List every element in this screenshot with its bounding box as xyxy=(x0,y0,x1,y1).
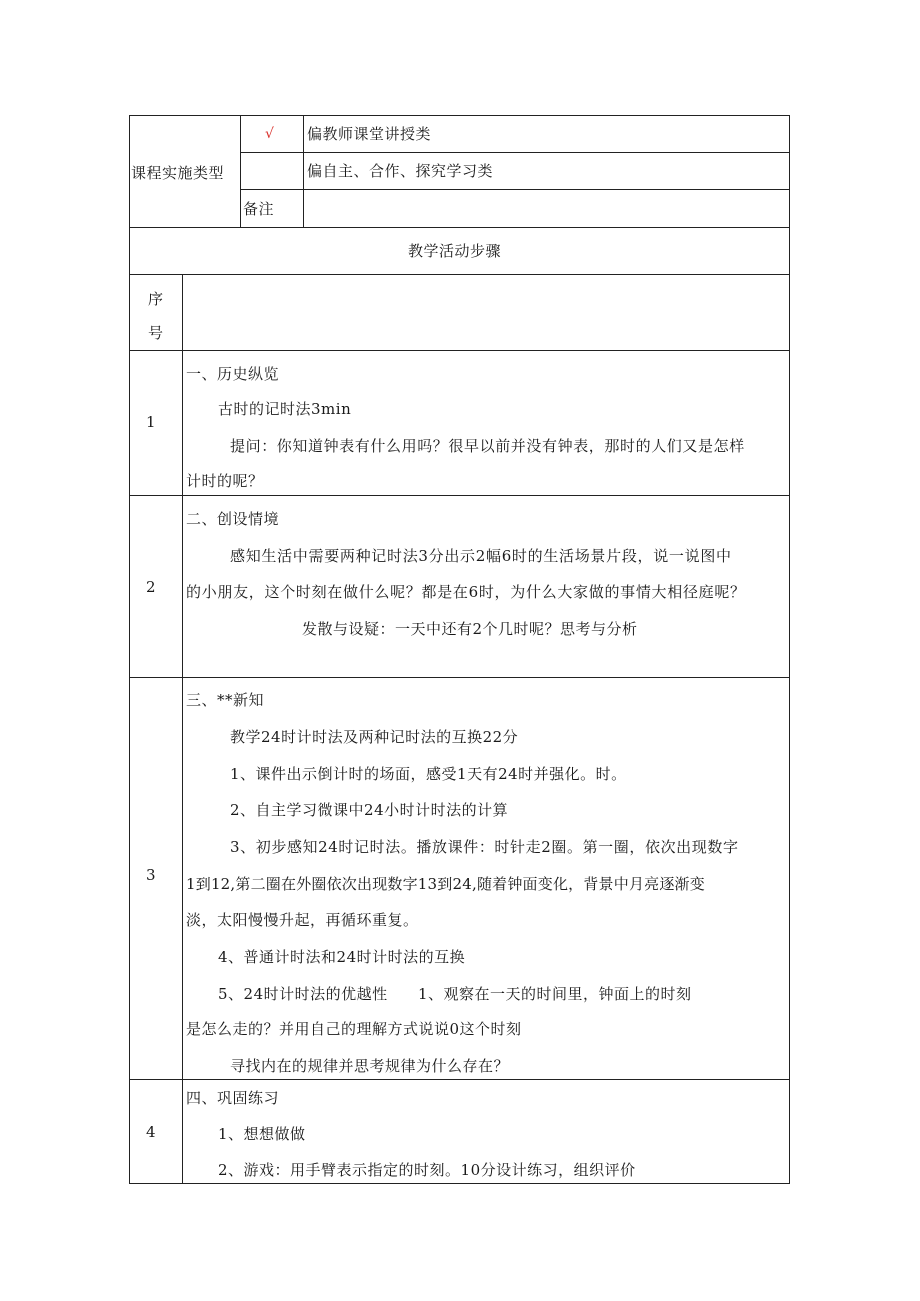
divider xyxy=(240,189,790,190)
step-heading: 一、历史纵览 xyxy=(186,365,280,383)
row-number: 4 xyxy=(146,1123,157,1141)
divider xyxy=(129,227,790,228)
step-line: 感知生活中需要两种记时法3分出示2幅6时的生活场景片段，说一说图中 xyxy=(230,547,732,565)
divider xyxy=(129,274,790,275)
step-line: 寻找内在的规律并思考规律为什么存在？ xyxy=(230,1057,510,1075)
step-line: 1、想想做做 xyxy=(218,1125,306,1143)
step-line: 教学24时计时法及两种记时法的互换22分 xyxy=(230,728,519,746)
divider xyxy=(129,1079,790,1080)
divider xyxy=(303,115,304,228)
step-line: 2、游戏：用手臂表示指定的时刻。10分设计练习，组织评价 xyxy=(218,1161,636,1179)
step-line: 淡，太阳慢慢升起，再循环重复。 xyxy=(186,911,419,929)
step-line: 的小朋友，这个时刻在做什么呢？都是在6时，为什么大家做的事情大相径庭呢？ xyxy=(186,583,746,601)
step-line: 2、自主学习微课中24小时计时法的计算 xyxy=(230,801,509,819)
step-line: 是怎么走的？并用自己的理解方式说说0这个时刻 xyxy=(186,1020,522,1038)
step-heading: 四、巩固练习 xyxy=(186,1089,280,1107)
divider xyxy=(240,115,241,228)
divider xyxy=(182,274,183,1184)
option-self-study: 偏自主、合作、探究学习类 xyxy=(307,162,494,180)
seq-header-char-1: 序 xyxy=(148,290,164,308)
step-line: 4、普通计时法和24时计时法的互换 xyxy=(218,948,466,966)
step-heading: 三、**新知 xyxy=(186,691,265,709)
row-number: 2 xyxy=(146,578,157,596)
divider xyxy=(129,350,790,351)
step-line: 1、观察在一天的时间里，钟面上的时刻 xyxy=(418,985,692,1003)
divider xyxy=(129,677,790,678)
check-mark-icon: √ xyxy=(265,126,275,142)
course-type-label: 课程实施类型 xyxy=(131,164,225,182)
table-border-top xyxy=(129,115,790,116)
step-line: 1到12,第二圈在外圈依次出现数字13到24,随着钟面变化，背景中月亮逐渐变 xyxy=(186,875,705,893)
seq-header-char-2: 号 xyxy=(148,324,164,342)
step-line: 5、24时计时法的优越性 xyxy=(218,985,388,1003)
step-line: 发散与设疑：一天中还有2个几时呢？思考与分析 xyxy=(302,620,638,638)
step-heading: 二、创设情境 xyxy=(186,510,280,528)
step-line: 计时的呢？ xyxy=(186,472,264,490)
table-border-left xyxy=(129,115,130,1184)
row-number: 1 xyxy=(146,413,157,431)
step-line: 古时的记时法3min xyxy=(218,400,352,418)
divider xyxy=(240,152,790,153)
step-line: 提问：你知道钟表有什么用吗？很早以前并没有钟表，那时的人们又是怎样 xyxy=(230,437,745,455)
steps-title: 教学活动步骤 xyxy=(408,242,502,260)
row-number: 3 xyxy=(146,866,157,884)
option-teacher-lecture: 偏教师课堂讲授类 xyxy=(307,125,432,143)
note-label: 备注 xyxy=(243,200,275,218)
step-line: 3、初步感知24时记时法。播放课件：时针走2圈。第一圈，依次出现数字 xyxy=(230,838,739,856)
divider xyxy=(129,495,790,496)
table-border-right xyxy=(789,115,790,1184)
table-border-bottom xyxy=(129,1183,790,1184)
step-line: 1、课件出示倒计时的场面，感受1天有24时并强化。时。 xyxy=(230,765,627,783)
